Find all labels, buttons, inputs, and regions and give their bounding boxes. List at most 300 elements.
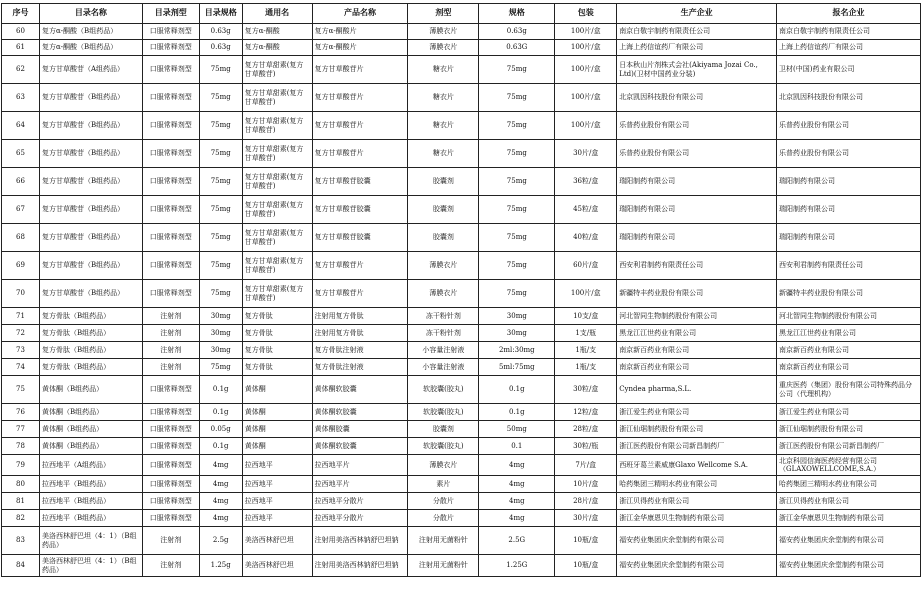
cell-spec: 75mg (479, 252, 555, 280)
cell-catalog-name: 黄体酮（B组药品） (39, 376, 142, 404)
cell-catalog-spec: 75mg (199, 359, 242, 376)
cell-catalog-spec: 4mg (199, 455, 242, 476)
cell-applicant: 瑞阳制药有限公司 (776, 196, 920, 224)
cell-package: 1支/瓶 (555, 325, 617, 342)
cell-catalog-form: 口服常释剂型 (142, 252, 199, 280)
cell-catalog-form: 口服常释剂型 (142, 24, 199, 40)
cell-applicant: 黑龙江江世药业有限公司 (776, 325, 920, 342)
cell-form: 小容量注射液 (408, 359, 479, 376)
cell-spec: 30mg (479, 308, 555, 325)
cell-form: 糖衣片 (408, 112, 479, 140)
cell-manufacturer: 福安药业集团庆余堂制药有限公司 (617, 527, 777, 555)
cell-generic-name: 黄体酮 (242, 421, 312, 438)
cell-applicant: 瑞阳制药有限公司 (776, 224, 920, 252)
cell-catalog-spec: 30mg (199, 308, 242, 325)
cell-catalog-name: 复方甘草酸苷（A组药品） (39, 56, 142, 84)
cell-manufacturer: 浙江仙琚制药股份有限公司 (617, 421, 777, 438)
cell-generic-name: 拉西地平 (242, 510, 312, 527)
cell-catalog-spec: 75mg (199, 84, 242, 112)
cell-manufacturer: 乐普药业股份有限公司 (617, 112, 777, 140)
cell-catalog-name: 拉西地平（B组药品） (39, 493, 142, 510)
cell-applicant: 卫材(中国)药业有限公司 (776, 56, 920, 84)
cell-package: 12粒/盒 (555, 404, 617, 421)
cell-catalog-form: 注射剂 (142, 308, 199, 325)
cell-generic-name: 复方甘草甜素(复方甘草酸苷) (242, 56, 312, 84)
cell-spec: 75mg (479, 224, 555, 252)
cell-product-name: 拉西地平分散片 (312, 510, 408, 527)
table-row (2, 112, 921, 140)
cell-package: 45粒/盒 (555, 196, 617, 224)
cell-applicant: 上海上药信谊药厂有限公司 (776, 40, 920, 56)
cell-form: 薄膜衣片 (408, 40, 479, 56)
cell-form: 薄膜衣片 (408, 455, 479, 476)
cell-package: 10瓶/盒 (555, 555, 617, 577)
cell-no: 61 (2, 40, 40, 56)
cell-product-name: 复方骨肽注射液 (312, 342, 408, 359)
cell-manufacturer: 浙江医药股份有限公司新昌制药厂 (617, 438, 777, 455)
cell-spec: 75mg (479, 168, 555, 196)
cell-product-name: 复方甘草酸苷片 (312, 252, 408, 280)
cell-catalog-name: 复方甘草酸苷（B组药品） (39, 84, 142, 112)
cell-applicant: 浙江金华康恩贝生物制药有限公司 (776, 510, 920, 527)
cell-catalog-name: 复方甘草酸苷（B组药品） (39, 140, 142, 168)
cell-catalog-name: 复方骨肽（B组药品） (39, 325, 142, 342)
cell-catalog-spec: 75mg (199, 224, 242, 252)
cell-catalog-form: 口服常释剂型 (142, 56, 199, 84)
cell-manufacturer: 南京新百药业有限公司 (617, 359, 777, 376)
cell-generic-name: 复方骨肽 (242, 308, 312, 325)
cell-spec: 2ml:30mg (479, 342, 555, 359)
cell-product-name: 黄体酮软胶囊 (312, 438, 408, 455)
cell-catalog-form: 注射剂 (142, 342, 199, 359)
cell-manufacturer: 浙江爱生药业有限公司 (617, 404, 777, 421)
cell-form: 糖衣片 (408, 140, 479, 168)
cell-package: 30粒/盒 (555, 376, 617, 404)
cell-form: 糖衣片 (408, 84, 479, 112)
table-row (2, 510, 921, 527)
cell-applicant: 重庆医药（集团）股份有限公司特殊药品分公司（代理机构） (776, 376, 920, 404)
drug-catalog-table (1, 3, 921, 577)
cell-no: 84 (2, 555, 40, 577)
cell-catalog-form: 注射剂 (142, 555, 199, 577)
cell-catalog-name: 黄体酮（B组药品） (39, 421, 142, 438)
cell-spec: 2.5G (479, 527, 555, 555)
cell-package: 28片/盒 (555, 493, 617, 510)
cell-no: 74 (2, 359, 40, 376)
cell-no: 63 (2, 84, 40, 112)
cell-package: 100片/盒 (555, 112, 617, 140)
table-row (2, 476, 921, 493)
cell-no: 73 (2, 342, 40, 359)
cell-spec: 75mg (479, 280, 555, 308)
cell-generic-name: 复方甘草甜素(复方甘草酸苷) (242, 112, 312, 140)
table-row (2, 325, 921, 342)
cell-spec: 30mg (479, 325, 555, 342)
cell-generic-name: 复方甘草甜素(复方甘草酸苷) (242, 252, 312, 280)
cell-package: 30片/盒 (555, 510, 617, 527)
cell-catalog-spec: 30mg (199, 325, 242, 342)
cell-catalog-form: 注射剂 (142, 527, 199, 555)
cell-spec: 75mg (479, 84, 555, 112)
cell-product-name: 复方甘草酸苷片 (312, 280, 408, 308)
table-row (2, 555, 921, 577)
cell-form: 薄膜衣片 (408, 252, 479, 280)
table-row (2, 342, 921, 359)
cell-package: 100片/盒 (555, 40, 617, 56)
cell-applicant: 乐普药业股份有限公司 (776, 112, 920, 140)
cell-product-name: 注射用美洛西林钠舒巴坦钠 (312, 527, 408, 555)
cell-catalog-form: 注射剂 (142, 359, 199, 376)
cell-no: 68 (2, 224, 40, 252)
cell-catalog-spec: 2.5g (199, 527, 242, 555)
table-row (2, 376, 921, 404)
cell-form: 分散片 (408, 493, 479, 510)
header-applicant: 报名企业 (776, 4, 920, 24)
cell-generic-name: 拉西地平 (242, 493, 312, 510)
cell-product-name: 拉西地平分散片 (312, 493, 408, 510)
cell-catalog-name: 美洛西林舒巴坦（4：1）（B组药品） (39, 555, 142, 577)
cell-catalog-name: 复方α-酮酸（B组药品） (39, 40, 142, 56)
cell-catalog-spec: 75mg (199, 140, 242, 168)
cell-form: 冻干粉针剂 (408, 325, 479, 342)
cell-spec: 75mg (479, 140, 555, 168)
cell-product-name: 复方甘草酸苷片 (312, 112, 408, 140)
cell-manufacturer: 福安药业集团庆余堂制药有限公司 (617, 555, 777, 577)
cell-spec: 75mg (479, 112, 555, 140)
cell-spec: 0.63g (479, 24, 555, 40)
cell-manufacturer: 南京新百药业有限公司 (617, 342, 777, 359)
cell-catalog-spec: 75mg (199, 196, 242, 224)
table-header-row (2, 4, 921, 24)
cell-package: 30片/盒 (555, 140, 617, 168)
cell-spec: 4mg (479, 510, 555, 527)
cell-catalog-form: 口服常释剂型 (142, 493, 199, 510)
cell-catalog-spec: 75mg (199, 168, 242, 196)
cell-package: 1瓶/支 (555, 342, 617, 359)
cell-no: 82 (2, 510, 40, 527)
cell-spec: 1.25G (479, 555, 555, 577)
cell-catalog-spec: 75mg (199, 112, 242, 140)
cell-catalog-form: 口服常释剂型 (142, 112, 199, 140)
cell-catalog-name: 复方甘草酸苷（B组药品） (39, 168, 142, 196)
cell-generic-name: 复方甘草甜素(复方甘草酸苷) (242, 224, 312, 252)
cell-product-name: 黄体酮胶囊 (312, 421, 408, 438)
cell-no: 62 (2, 56, 40, 84)
cell-applicant: 浙江贝得药业有限公司 (776, 493, 920, 510)
cell-applicant: 南京新百药业有限公司 (776, 342, 920, 359)
cell-catalog-name: 拉西地平（B组药品） (39, 476, 142, 493)
cell-catalog-spec: 4mg (199, 493, 242, 510)
cell-applicant: 南京新百药业有限公司 (776, 359, 920, 376)
cell-manufacturer: 南京白敬宇制药有限责任公司 (617, 24, 777, 40)
cell-catalog-form: 口服常释剂型 (142, 280, 199, 308)
cell-form: 注射用无菌粉针 (408, 555, 479, 577)
cell-applicant: 福安药业集团庆余堂制药有限公司 (776, 555, 920, 577)
cell-product-name: 复方α-酮酸片 (312, 24, 408, 40)
cell-manufacturer: 河北智同生物制药股份有限公司 (617, 308, 777, 325)
cell-catalog-form: 口服常释剂型 (142, 438, 199, 455)
table-row (2, 84, 921, 112)
cell-catalog-spec: 75mg (199, 252, 242, 280)
table-row (2, 359, 921, 376)
cell-form: 注射用无菌粉针 (408, 527, 479, 555)
cell-catalog-spec: 0.1g (199, 404, 242, 421)
cell-applicant: 福安药业集团庆余堂制药有限公司 (776, 527, 920, 555)
cell-form: 软胶囊(胶丸) (408, 438, 479, 455)
cell-applicant: 河北智同生物制药股份有限公司 (776, 308, 920, 325)
cell-no: 78 (2, 438, 40, 455)
header-catalog-form: 目录剂型 (142, 4, 199, 24)
cell-catalog-spec: 0.1g (199, 376, 242, 404)
cell-generic-name: 美洛西林舒巴坦 (242, 527, 312, 555)
cell-package: 10瓶/盒 (555, 527, 617, 555)
cell-no: 70 (2, 280, 40, 308)
cell-product-name: 注射用复方骨肽 (312, 308, 408, 325)
cell-catalog-spec: 0.63g (199, 24, 242, 40)
cell-catalog-name: 复方甘草酸苷（B组药品） (39, 112, 142, 140)
cell-no: 64 (2, 112, 40, 140)
cell-package: 100片/盒 (555, 84, 617, 112)
cell-generic-name: 复方骨肽 (242, 359, 312, 376)
cell-manufacturer: 哈药集团三精明水药业有限公司 (617, 476, 777, 493)
cell-spec: 4mg (479, 493, 555, 510)
cell-product-name: 黄体酮软胶囊 (312, 404, 408, 421)
cell-catalog-spec: 30mg (199, 342, 242, 359)
cell-generic-name: 复方骨肽 (242, 342, 312, 359)
table-row (2, 308, 921, 325)
cell-no: 77 (2, 421, 40, 438)
table-row (2, 56, 921, 84)
cell-generic-name: 复方甘草甜素(复方甘草酸苷) (242, 84, 312, 112)
cell-no: 71 (2, 308, 40, 325)
cell-product-name: 复方甘草酸苷胶囊 (312, 168, 408, 196)
cell-manufacturer: 北京凯因科技股份有限公司 (617, 84, 777, 112)
cell-catalog-spec: 75mg (199, 280, 242, 308)
cell-catalog-name: 黄体酮（B组药品） (39, 438, 142, 455)
header-manufacturer: 生产企业 (617, 4, 777, 24)
cell-product-name: 复方甘草酸苷片 (312, 56, 408, 84)
table-row (2, 493, 921, 510)
cell-catalog-form: 口服常释剂型 (142, 84, 199, 112)
cell-product-name: 复方骨肽注射液 (312, 359, 408, 376)
cell-form: 素片 (408, 476, 479, 493)
cell-catalog-form: 口服常释剂型 (142, 140, 199, 168)
cell-catalog-name: 复方甘草酸苷（B组药品） (39, 280, 142, 308)
cell-spec: 0.1 (479, 438, 555, 455)
header-package: 包装 (555, 4, 617, 24)
cell-form: 小容量注射液 (408, 342, 479, 359)
table-row (2, 404, 921, 421)
cell-form: 胶囊剂 (408, 196, 479, 224)
cell-applicant: 浙江仙琚制药股份有限公司 (776, 421, 920, 438)
cell-form: 冻干粉针剂 (408, 308, 479, 325)
cell-manufacturer: 浙江金华康恩贝生物制药有限公司 (617, 510, 777, 527)
cell-generic-name: 复方骨肽 (242, 325, 312, 342)
cell-product-name: 注射用复方骨肽 (312, 325, 408, 342)
cell-package: 100片/盒 (555, 280, 617, 308)
cell-manufacturer: Cyndea pharma,S.L. (617, 376, 777, 404)
cell-catalog-name: 复方甘草酸苷（B组药品） (39, 224, 142, 252)
cell-spec: 4mg (479, 476, 555, 493)
cell-package: 7片/盒 (555, 455, 617, 476)
cell-package: 100片/盒 (555, 56, 617, 84)
cell-spec: 75mg (479, 196, 555, 224)
cell-form: 胶囊剂 (408, 168, 479, 196)
table-row (2, 438, 921, 455)
table-row (2, 168, 921, 196)
cell-spec: 0.1g (479, 404, 555, 421)
cell-generic-name: 复方甘草甜素(复方甘草酸苷) (242, 140, 312, 168)
table-row (2, 280, 921, 308)
cell-catalog-form: 注射剂 (142, 325, 199, 342)
header-spec: 规格 (479, 4, 555, 24)
cell-spec: 5ml:75mg (479, 359, 555, 376)
cell-form: 薄膜衣片 (408, 280, 479, 308)
cell-product-name: 复方甘草酸苷胶囊 (312, 196, 408, 224)
cell-product-name: 复方甘草酸苷片 (312, 140, 408, 168)
cell-product-name: 复方α-酮酸片 (312, 40, 408, 56)
cell-catalog-name: 复方甘草酸苷（B组药品） (39, 196, 142, 224)
cell-manufacturer: 黑龙江江世药业有限公司 (617, 325, 777, 342)
cell-package: 10支/盒 (555, 308, 617, 325)
cell-form: 胶囊剂 (408, 224, 479, 252)
cell-generic-name: 黄体酮 (242, 376, 312, 404)
cell-package: 28粒/盒 (555, 421, 617, 438)
cell-generic-name: 黄体酮 (242, 438, 312, 455)
cell-catalog-form: 口服常释剂型 (142, 476, 199, 493)
cell-catalog-name: 复方骨肽（B组药品） (39, 308, 142, 325)
cell-catalog-form: 口服常释剂型 (142, 376, 199, 404)
cell-product-name: 复方甘草酸苷胶囊 (312, 224, 408, 252)
cell-generic-name: 复方α-酮酸 (242, 40, 312, 56)
cell-no: 60 (2, 24, 40, 40)
cell-form: 薄膜衣片 (408, 24, 479, 40)
cell-applicant: 北京凯因科技股份有限公司 (776, 84, 920, 112)
cell-catalog-form: 口服常释剂型 (142, 510, 199, 527)
table-row (2, 196, 921, 224)
cell-catalog-form: 口服常释剂型 (142, 224, 199, 252)
cell-package: 1瓶/支 (555, 359, 617, 376)
table-row (2, 421, 921, 438)
cell-catalog-form: 口服常释剂型 (142, 421, 199, 438)
cell-generic-name: 复方甘草甜素(复方甘草酸苷) (242, 168, 312, 196)
cell-generic-name: 复方甘草甜素(复方甘草酸苷) (242, 280, 312, 308)
cell-applicant: 浙江爱生药业有限公司 (776, 404, 920, 421)
cell-catalog-name: 复方α-酮酸（B组药品） (39, 24, 142, 40)
header-form: 剂型 (408, 4, 479, 24)
header-catalog-spec: 目录规格 (199, 4, 242, 24)
table-row (2, 527, 921, 555)
cell-no: 83 (2, 527, 40, 555)
cell-package: 60片/盒 (555, 252, 617, 280)
cell-catalog-spec: 0.05g (199, 421, 242, 438)
cell-form: 软胶囊(胶丸) (408, 404, 479, 421)
cell-package: 30粒/瓶 (555, 438, 617, 455)
table-row (2, 252, 921, 280)
cell-product-name: 注射用美洛西林钠舒巴坦钠 (312, 555, 408, 577)
cell-catalog-form: 口服常释剂型 (142, 404, 199, 421)
cell-manufacturer: 瑞阳制药有限公司 (617, 168, 777, 196)
table-row (2, 455, 921, 476)
cell-no: 76 (2, 404, 40, 421)
cell-package: 36粒/盒 (555, 168, 617, 196)
header-product-name: 产品名称 (312, 4, 408, 24)
cell-no: 66 (2, 168, 40, 196)
table-row (2, 140, 921, 168)
cell-catalog-form: 口服常释剂型 (142, 196, 199, 224)
cell-form: 糖衣片 (408, 56, 479, 84)
cell-package: 100片/盒 (555, 24, 617, 40)
cell-catalog-name: 拉西地平（B组药品） (39, 510, 142, 527)
cell-product-name: 拉西地平片 (312, 455, 408, 476)
cell-catalog-name: 复方骨肽（B组药品） (39, 342, 142, 359)
cell-manufacturer: 浙江贝得药业有限公司 (617, 493, 777, 510)
cell-catalog-spec: 0.63g (199, 40, 242, 56)
cell-spec: 50mg (479, 421, 555, 438)
cell-spec: 0.63G (479, 40, 555, 56)
cell-applicant: 西安利君制药有限责任公司 (776, 252, 920, 280)
cell-product-name: 黄体酮软胶囊 (312, 376, 408, 404)
cell-catalog-form: 口服常释剂型 (142, 455, 199, 476)
cell-catalog-spec: 4mg (199, 476, 242, 493)
cell-manufacturer: 瑞阳制药有限公司 (617, 196, 777, 224)
cell-generic-name: 美洛西林舒巴坦 (242, 555, 312, 577)
table-body (2, 24, 921, 577)
cell-applicant: 北京科园信海医药经营有限公司（GLAXOWELLCOME,S.A.） (776, 455, 920, 476)
cell-catalog-spec: 75mg (199, 56, 242, 84)
cell-catalog-name: 复方甘草酸苷（B组药品） (39, 252, 142, 280)
cell-form: 胶囊剂 (408, 421, 479, 438)
cell-applicant: 南京白敬宇制药有限责任公司 (776, 24, 920, 40)
table-row (2, 40, 921, 56)
cell-catalog-name: 黄体酮（B组药品） (39, 404, 142, 421)
cell-form: 软胶囊(胶丸) (408, 376, 479, 404)
cell-no: 79 (2, 455, 40, 476)
cell-package: 10片/盒 (555, 476, 617, 493)
table-row (2, 24, 921, 40)
cell-no: 75 (2, 376, 40, 404)
cell-applicant: 瑞阳制药有限公司 (776, 168, 920, 196)
cell-catalog-form: 口服常释剂型 (142, 40, 199, 56)
cell-manufacturer: 上海上药信谊药厂有限公司 (617, 40, 777, 56)
cell-catalog-spec: 4mg (199, 510, 242, 527)
cell-spec: 75mg (479, 56, 555, 84)
cell-catalog-spec: 1.25g (199, 555, 242, 577)
cell-applicant: 哈药集团三精明水药业有限公司 (776, 476, 920, 493)
cell-manufacturer: 新疆特丰药业股份有限公司 (617, 280, 777, 308)
cell-manufacturer: 西安利君制药有限责任公司 (617, 252, 777, 280)
header-no: 序号 (2, 4, 40, 24)
header-generic-name: 通用名 (242, 4, 312, 24)
cell-generic-name: 复方α-酮酸 (242, 24, 312, 40)
cell-manufacturer: 瑞阳制药有限公司 (617, 224, 777, 252)
cell-spec: 0.1g (479, 376, 555, 404)
cell-package: 40粒/盒 (555, 224, 617, 252)
cell-no: 80 (2, 476, 40, 493)
cell-no: 67 (2, 196, 40, 224)
cell-generic-name: 黄体酮 (242, 404, 312, 421)
cell-product-name: 拉西地平片 (312, 476, 408, 493)
cell-catalog-name: 美洛西林舒巴坦（4：1）（B组药品） (39, 527, 142, 555)
cell-catalog-name: 复方骨肽（B组药品） (39, 359, 142, 376)
cell-no: 72 (2, 325, 40, 342)
cell-generic-name: 拉西地平 (242, 476, 312, 493)
cell-manufacturer: 乐普药业股份有限公司 (617, 140, 777, 168)
cell-applicant: 新疆特丰药业股份有限公司 (776, 280, 920, 308)
cell-manufacturer: 日本秋山片剂株式会社(Akiyama Jozai Co., Ltd)(卫材中国药业分装) (617, 56, 777, 84)
cell-catalog-name: 拉西地平（A组药品） (39, 455, 142, 476)
cell-generic-name: 复方甘草甜素(复方甘草酸苷) (242, 196, 312, 224)
